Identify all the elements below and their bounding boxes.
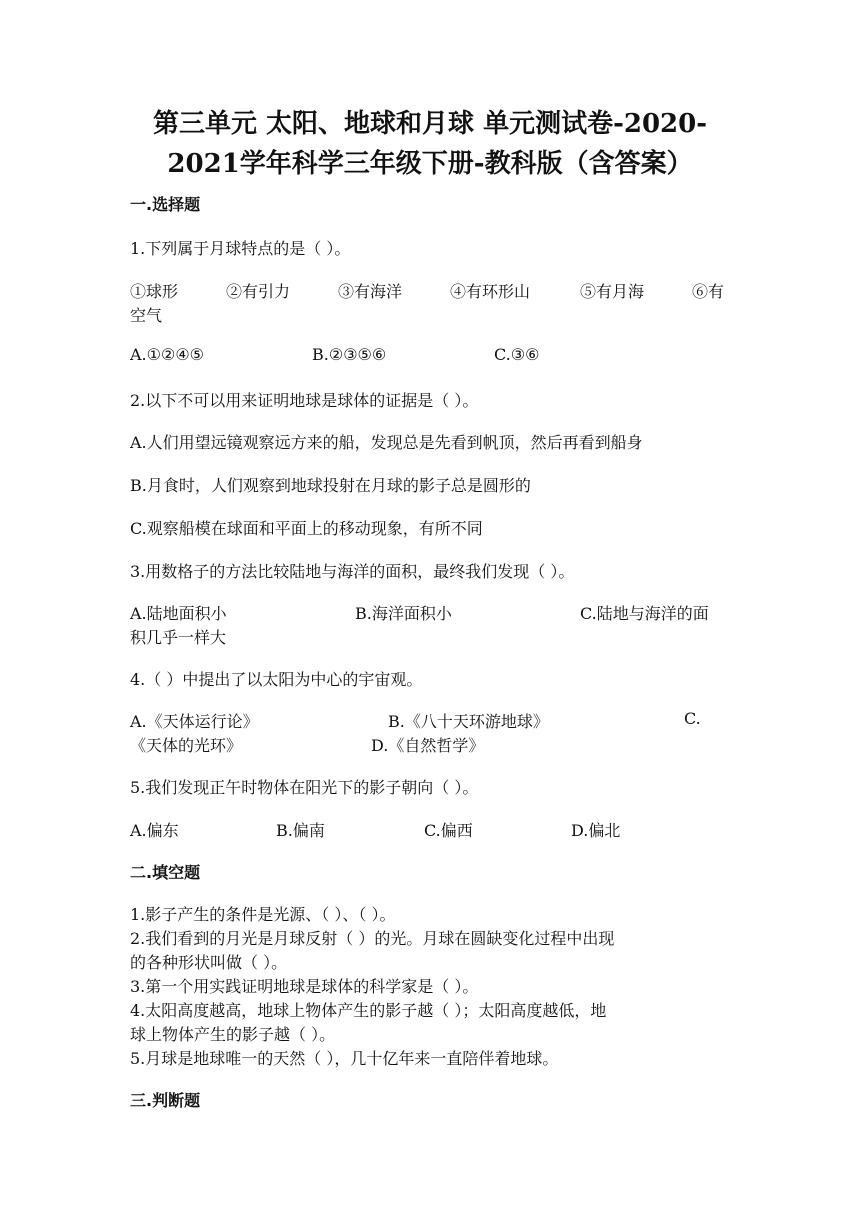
- q5-option-c: C.偏西: [424, 821, 473, 840]
- q1-feature-6: ⑥有: [692, 282, 725, 301]
- q3-option-wrap: 积几乎一样大: [130, 628, 227, 647]
- q2-option-b: B.月食时，人们观察到地球投射在月球的影子总是圆形的: [130, 476, 531, 495]
- fill-line: 球上物体产生的影子越（ ）。: [130, 1025, 336, 1044]
- fill-line: 5.月球是地球唯一的天然（ ），几十亿年来一直陪伴着地球。: [130, 1049, 559, 1068]
- q3-option-c: C.陆地与海洋的面: [580, 604, 709, 623]
- q4-option-d: D.《自然哲学》: [371, 736, 485, 755]
- q1-feature-wrap: 空气: [130, 306, 163, 325]
- page-title: [120, 104, 740, 184]
- q1-feature-2: ②有引力: [226, 282, 291, 301]
- q4-option-c-prefix: C.: [684, 709, 701, 728]
- q2-option-a: A.人们用望远镜观察远方来的船，发现总是先看到帆顶，然后再看到船身: [130, 433, 643, 452]
- q1-feature-5: ⑤有月海: [580, 282, 645, 301]
- fill-line: 4.太阳高度越高，地球上物体产生的影子越（ ）；太阳高度越低，地: [130, 1001, 607, 1020]
- title-line-1: 第三单元 太阳、地球和月球 单元测试卷-2020-: [152, 109, 708, 139]
- title-line-2: 2021学年科学三年级下册-教科版（含答案）: [167, 149, 693, 179]
- fill-line: 1.影子产生的条件是光源、（ ）、（ ）。: [130, 905, 396, 924]
- q5-option-a: A.偏东: [130, 821, 179, 840]
- q3-stem: 3.用数格子的方法比较陆地与海洋的面积，最终我们发现（ ）。: [130, 562, 575, 581]
- q3-option-b: B.海洋面积小: [355, 604, 452, 623]
- q1-option-b: B.②③⑤⑥: [312, 345, 387, 364]
- q4-stem: 4.（ ）中提出了以太阳为中心的宇宙观。: [130, 670, 423, 689]
- fill-line: 3.第一个用实践证明地球是球体的科学家是（ ）。: [130, 977, 479, 996]
- q5-option-d: D.偏北: [571, 821, 621, 840]
- q4-option-a: A.《天体运行论》: [130, 712, 259, 731]
- section-heading-choice: 一.选择题: [130, 195, 201, 214]
- fill-line: 2.我们看到的月光是月球反射（ ）的光。月球在圆缺变化过程中出现: [130, 929, 615, 948]
- q1-feature-1: ①球形: [130, 282, 179, 301]
- q4-option-c: 《天体的光环》: [130, 736, 243, 755]
- q5-option-b: B.偏南: [276, 821, 325, 840]
- q1-feature-4: ④有环形山: [450, 282, 531, 301]
- q1-feature-3: ③有海洋: [338, 282, 403, 301]
- fill-line: 的各种形状叫做（ ）。: [130, 953, 288, 972]
- q4-option-b: B.《八十天环游地球》: [388, 712, 549, 731]
- q2-stem: 2.以下不可以用来证明地球是球体的证据是（ ）。: [130, 391, 479, 410]
- section-heading-fill: 二.填空题: [130, 863, 201, 882]
- section-heading-judge: 三.判断题: [130, 1091, 201, 1110]
- q1-option-a: A.①②④⑤: [130, 345, 205, 364]
- q1-stem: 1.下列属于月球特点的是（ ）。: [130, 239, 351, 258]
- q1-option-c: C.③⑥: [494, 345, 540, 364]
- q3-option-a: A.陆地面积小: [130, 604, 227, 623]
- q2-option-c: C.观察船模在球面和平面上的移动现象，有所不同: [130, 519, 483, 538]
- q5-stem: 5.我们发现正午时物体在阳光下的影子朝向（ ）。: [130, 778, 479, 797]
